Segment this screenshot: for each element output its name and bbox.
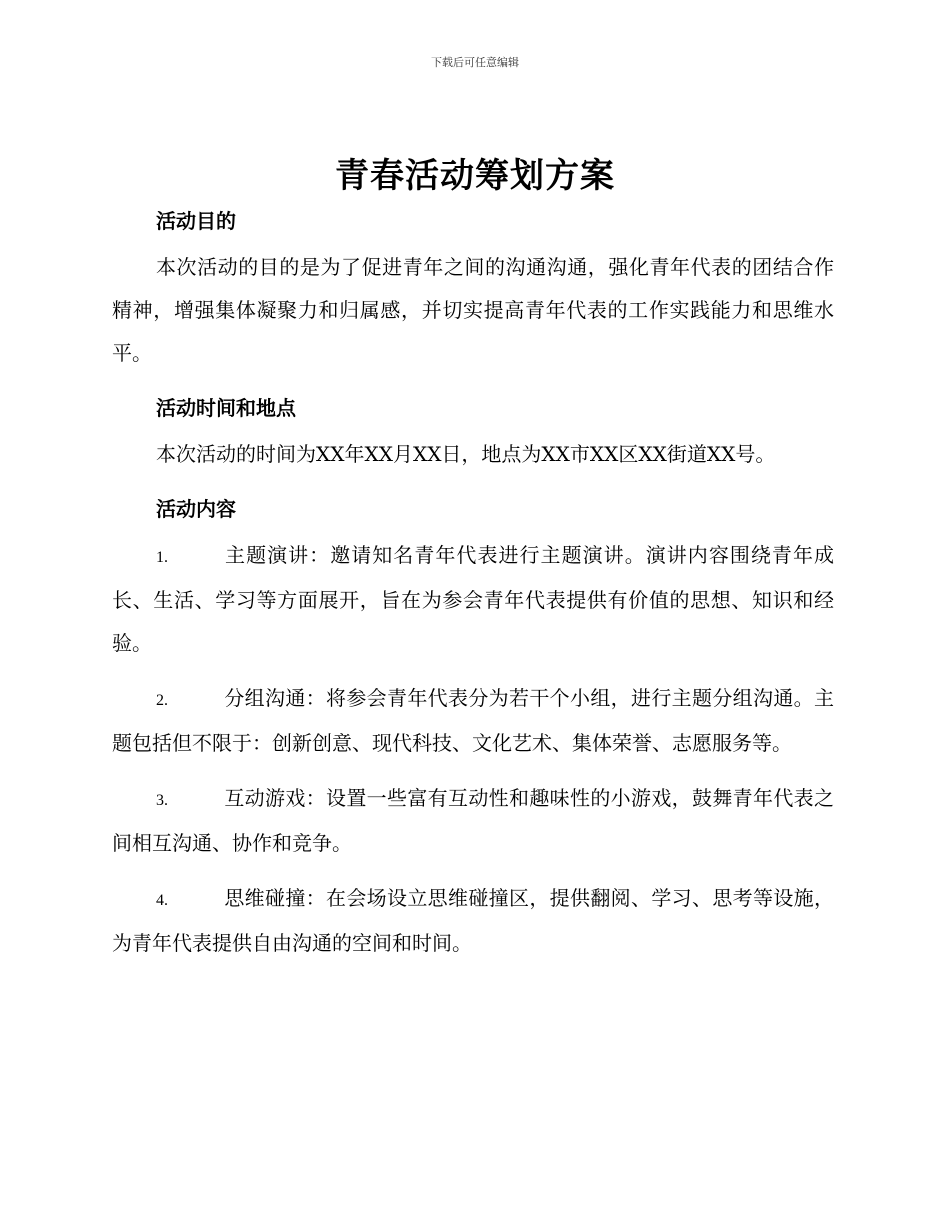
header-note: 下载后可任意编辑: [431, 56, 519, 69]
section-text-time-place: 本次活动的时间为XX年XX月XX日，地点为XX市XX区XX街道XX号。: [156, 442, 776, 466]
section-heading-content: 活动内容: [156, 497, 236, 521]
list-item: [112, 534, 834, 665]
section-text-purpose: 本次活动的目的是为了促进青年之间的沟通沟通，强化青年代表的团结合作精神，增强集体凝聚力和归属感，并切实提高青年代表的工作实践能力和思维水平。: [112, 255, 834, 365]
list-item-text: 主题演讲：邀请知名青年代表进行主题演讲。演讲内容围绕青年成长、生活、学习等方面展开，旨在为参会青年代表提供有价值的思想、知识和经验。: [112, 543, 834, 655]
list-item-text: 分组沟通：将参会青年代表分为若干个小组，进行主题分组沟通。主题包括但不限于：创新创意、现代科技、文化艺术、集体荣誉、志愿服务等。: [112, 686, 834, 755]
list-item-number: 4.: [156, 892, 168, 909]
list-item-number: 3.: [156, 792, 168, 809]
list-item-text: 思维碰撞：在会场设立思维碰撞区，提供翻阅、学习、思考等设施，为青年代表提供自由沟通的空间和时间。: [112, 886, 834, 955]
document-title: 青春活动筹划方案: [335, 156, 615, 196]
section-heading-purpose: 活动目的: [156, 209, 236, 233]
document-body: [112, 200, 834, 977]
list-item: [112, 777, 834, 865]
section-heading-time-place: 活动时间和地点: [156, 396, 296, 420]
list-item: [112, 877, 834, 965]
list-item-number: 2.: [156, 692, 168, 709]
list-item-text: 互动游戏：设置一些富有互动性和趣味性的小游戏，鼓舞青年代表之间相互沟通、协作和竞争。: [112, 786, 834, 855]
list-item: [112, 677, 834, 765]
list-item-number: 1.: [156, 549, 168, 566]
